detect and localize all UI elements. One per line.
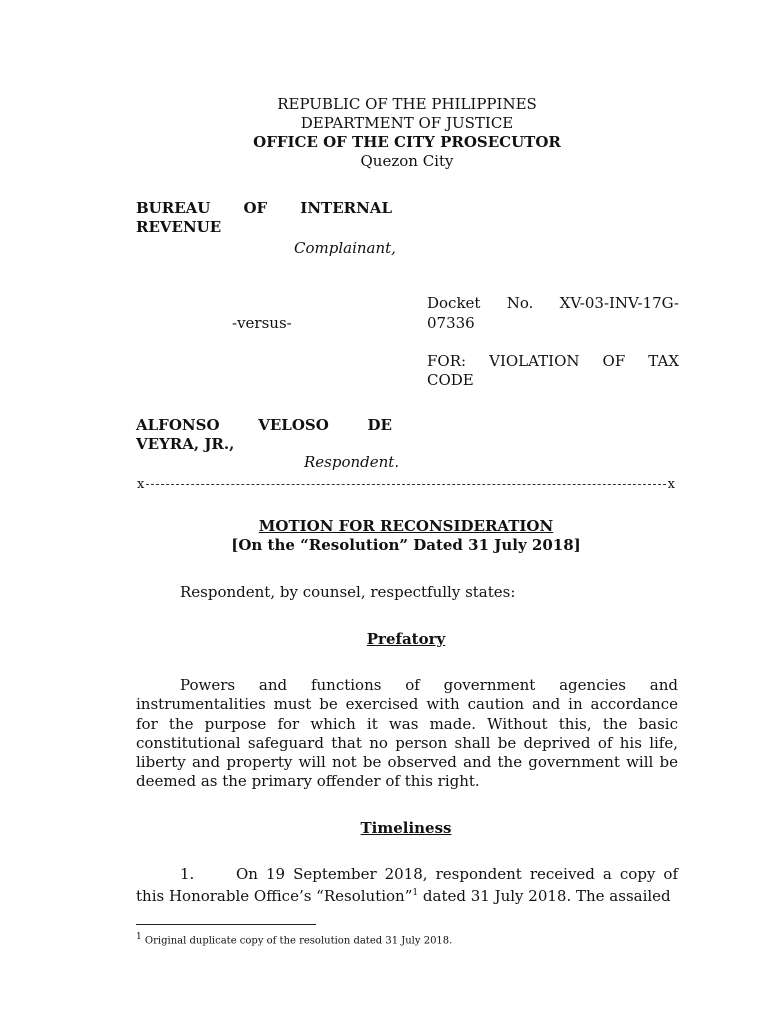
divider-end-x: x	[667, 477, 675, 491]
docket-number-line1: Docket No. XV-03-INV-17G-	[427, 294, 679, 312]
respondent-role: Respondent.	[304, 453, 400, 471]
paragraph-number: 1.	[180, 865, 195, 883]
caption-divider	[136, 477, 676, 491]
motion-title: MOTION FOR RECONSIDERATION	[258, 517, 554, 535]
divider-start-x: x	[137, 477, 145, 491]
timeliness-heading: Timeliness	[360, 819, 452, 837]
motion-subtitle: [On the “Resolution” Dated 31 July 2018]	[231, 536, 581, 554]
complainant-role: Complainant,	[294, 239, 396, 257]
charge-line2: CODE	[427, 371, 474, 389]
footnote-separator	[136, 924, 316, 925]
prefatory-paragraph: Powers and functions of government agencies and instrumentalities must be exercised with caution and in accordance for the purpose for which it was made. Without this, the basic constitutional safeguard that no person shall be deprived of his life, liberty and property will not be observed and the government will be deemed as the primary offender of this right.	[136, 676, 678, 791]
complainant-name-line1: BUREAU OF INTERNAL	[136, 199, 392, 217]
intro-statement: Respondent, by counsel, respectfully states:	[180, 583, 516, 601]
footnote-text: Original duplicate copy of the resolution dated 31 July 2018.	[144, 935, 453, 947]
prefatory-heading: Prefatory	[366, 630, 446, 648]
numbered-paragraph-1	[136, 865, 678, 907]
paragraph-text-a: On 19 September 2018, respondent received a copy of this Honorable Office’s “Resolution”	[136, 865, 678, 906]
footnote	[136, 932, 452, 946]
header-city: Quezon City	[360, 152, 454, 170]
versus-label: -versus-	[232, 314, 292, 332]
footnote-reference: 1	[412, 888, 419, 899]
respondent-name-line2: VEYRA, JR.,	[136, 435, 235, 453]
complainant-name-line2: REVENUE	[136, 218, 222, 236]
respondent-name-line1: ALFONSO VELOSO DE	[136, 416, 392, 434]
charge-line1: FOR: VIOLATION OF TAX	[427, 352, 679, 370]
footnote-number: 1	[136, 932, 142, 942]
docket-number-line2: 07336	[427, 314, 475, 332]
header-office: OFFICE OF THE CITY PROSECUTOR	[253, 133, 561, 151]
header-republic: REPUBLIC OF THE PHILIPPINES	[277, 95, 537, 113]
header-department: DEPARTMENT OF JUSTICE	[300, 114, 514, 132]
paragraph-text-b: dated 31 July 2018. The assailed	[418, 887, 671, 906]
